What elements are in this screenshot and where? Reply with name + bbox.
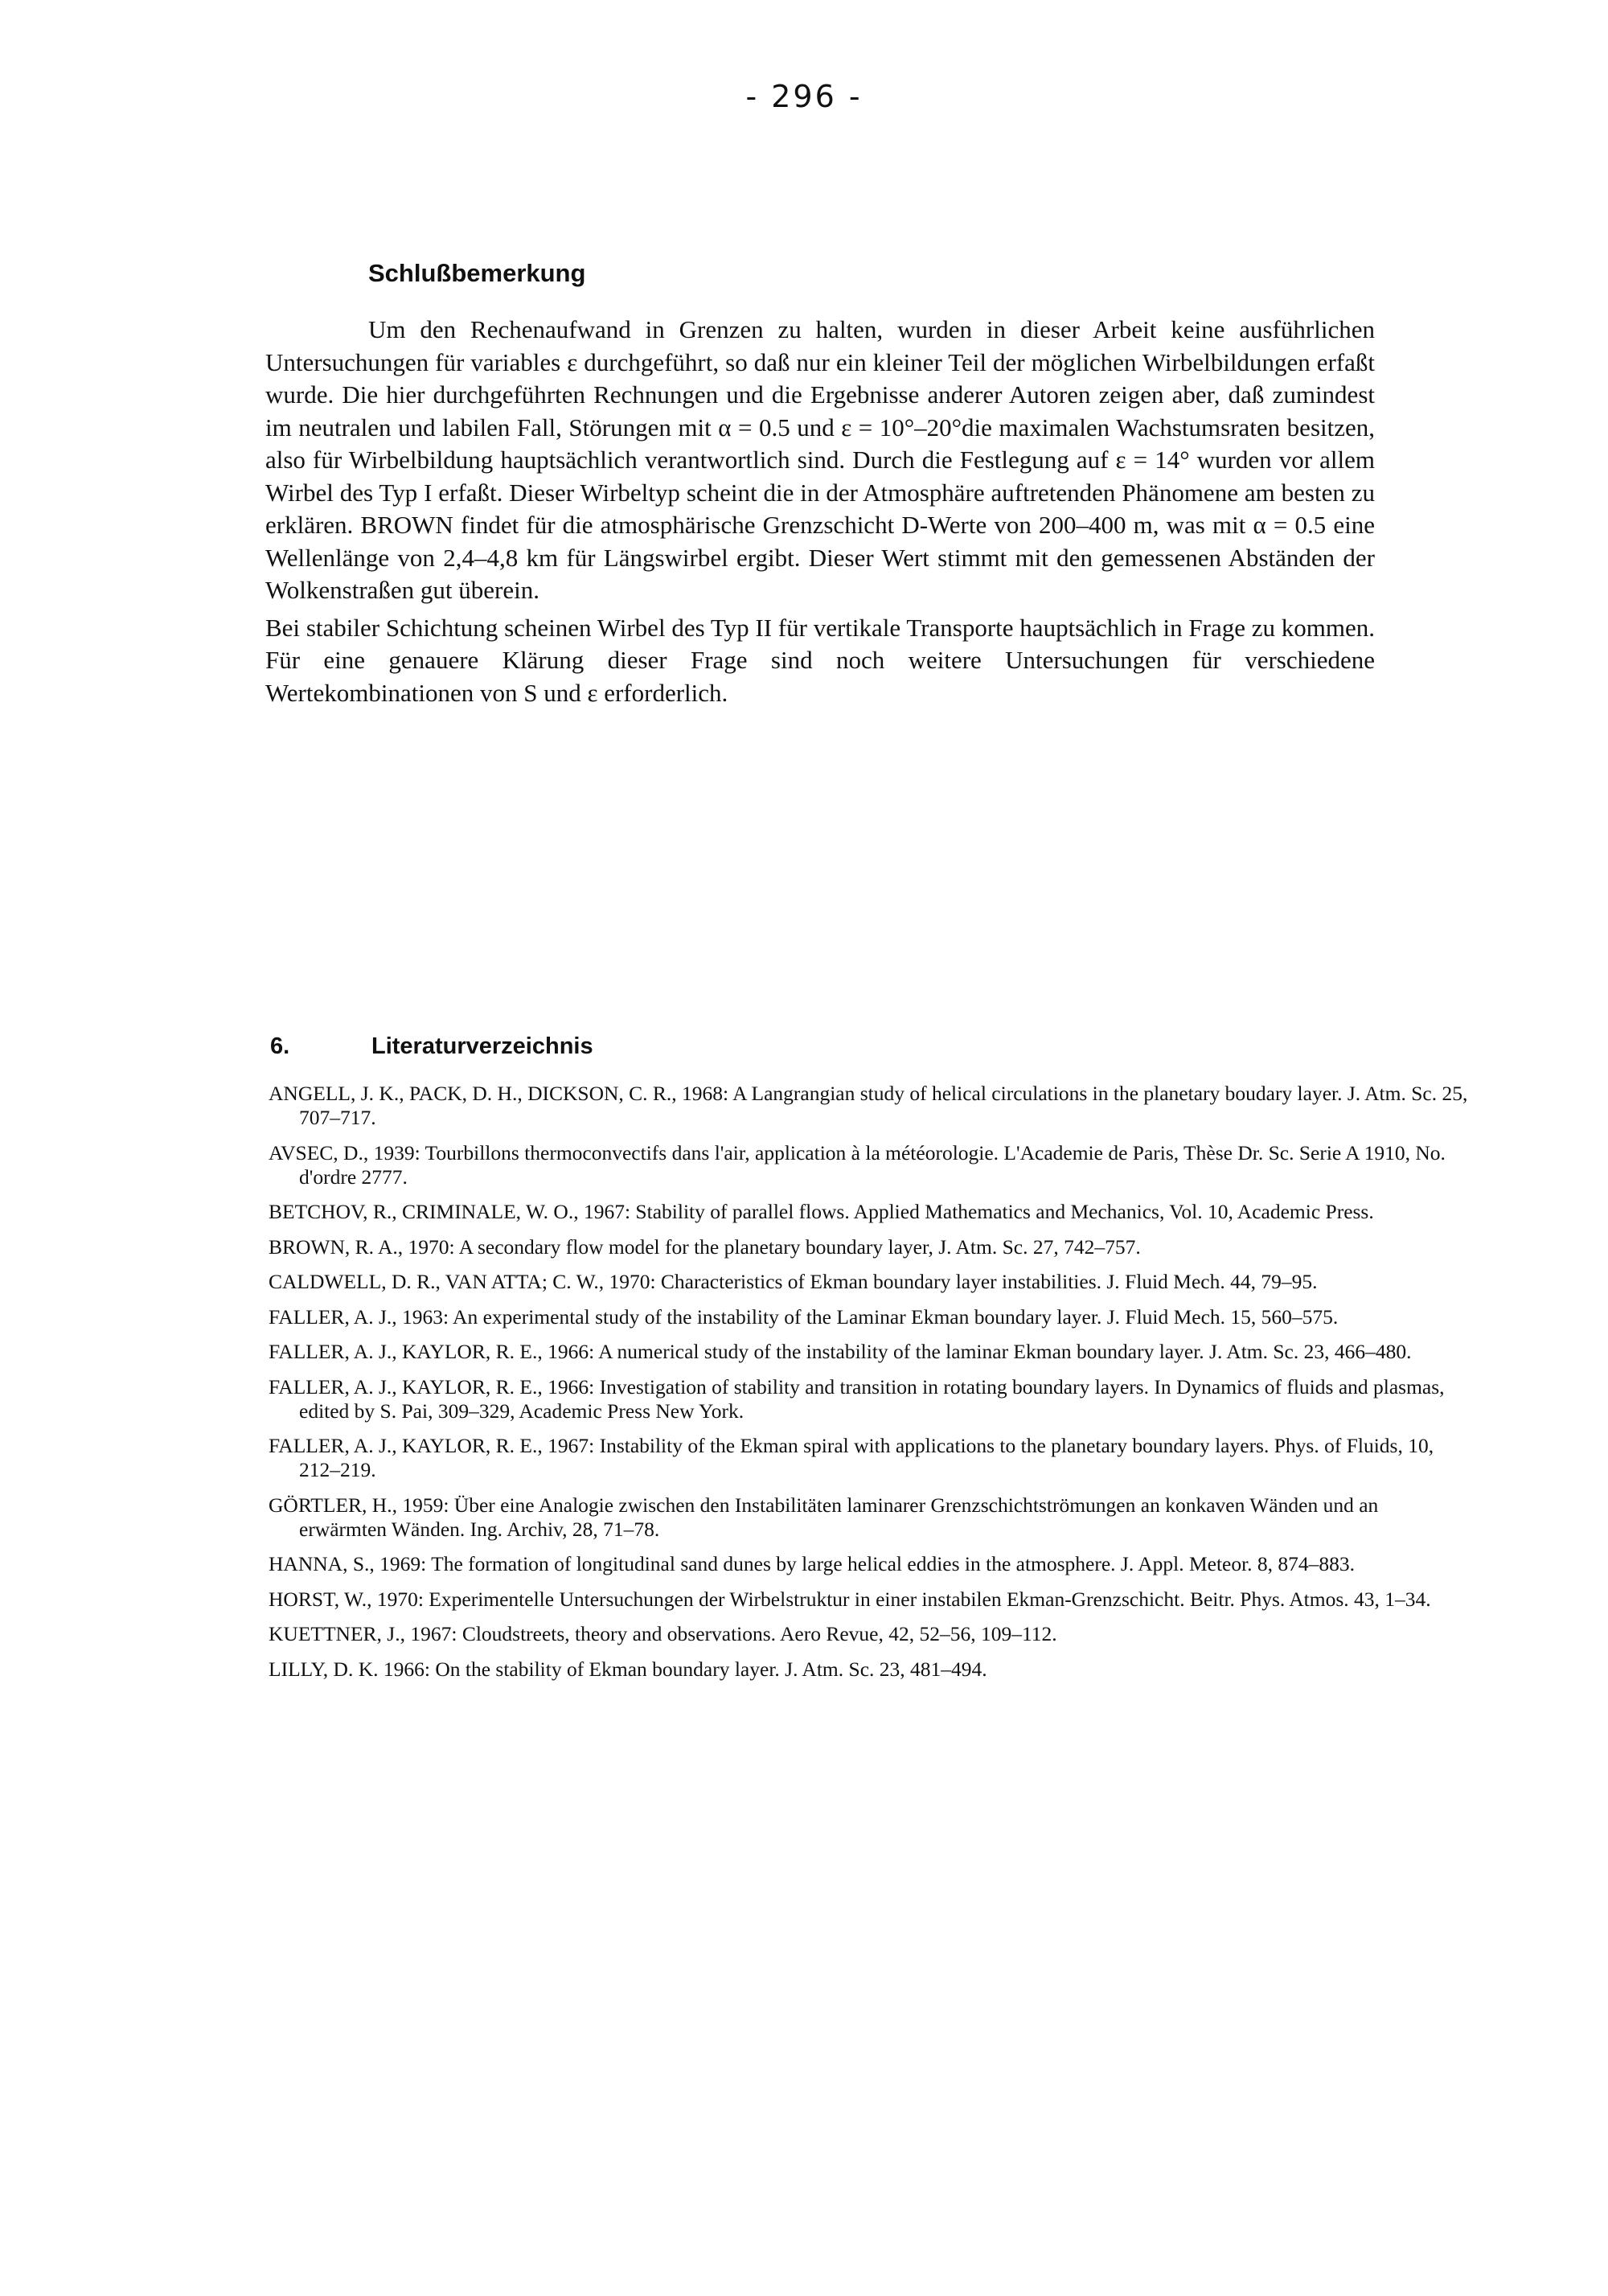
reference-item: FALLER, A. J., KAYLOR, R. E., 1966: Investigation of stability and transition in rotating boundary layers. In Dynamics of fluids and plasmas, edited by S. Pai, 309–329, Academic Press New York. bbox=[269, 1374, 1445, 1423]
references-heading bbox=[270, 1033, 593, 1060]
reference-item: CALDWELL, D. R., VAN ATTA; C. W., 1970: Characteristics of Ekman boundary layer instabilities. J. Fluid Mech. 44, 79–95. bbox=[269, 1270, 1318, 1293]
reference-item: AVSEC, D., 1939: Tourbillons thermoconvectifs dans l'air, application à la météorologie. L'Academie de Paris, Thèse Dr. Sc. Serie A 1910, No. d'ordre 2777. bbox=[269, 1140, 1446, 1189]
reference-item: KUETTNER, J., 1967: Cloudstreets, theory and observations. Aero Revue, 42, 52–56, 109–112. bbox=[269, 1622, 1057, 1645]
reference-item: FALLER, A. J., KAYLOR, R. E., 1966: A numerical study of the instability of the laminar Ekman boundary layer. J. Atm. Sc. 23, 466–480. bbox=[269, 1340, 1412, 1363]
reference-item: FALLER, A. J., KAYLOR, R. E., 1967: Instability of the Ekman spiral with applications to the planetary boundary layers. Phys. of Fluids, 10, 212–219. bbox=[269, 1434, 1434, 1481]
closing-paragraph-2: Bei stabiler Schichtung scheinen Wirbel des Typ II für vertikale Transporte hauptsächlich in Frage zu kommen. Für eine genauere Klärung dieser Frage sind noch weitere Untersuchungen für verschiedene Wertekombinationen von S und ε erforderlich. bbox=[265, 613, 1375, 707]
reference-item: FALLER, A. J., 1963: An experimental study of the instability of the Laminar Ekman boundary layer. J. Fluid Mech. 15, 560–575. bbox=[269, 1304, 1339, 1329]
reference-list bbox=[269, 1082, 1471, 1692]
closing-remarks-body bbox=[265, 314, 1375, 709]
page-number: - 296 - bbox=[745, 79, 863, 114]
section-title-closing-remarks: Schlußbemerkung bbox=[368, 259, 586, 287]
reference-item: HANNA, S., 1969: The formation of longitudinal sand dunes by large helical eddies in the atmosphere. J. Appl. Meteor. 8, 874–883. bbox=[269, 1552, 1356, 1575]
reference-item: LILLY, D. K. 1966: On the stability of Ekman boundary layer. J. Atm. Sc. 23, 481–494. bbox=[269, 1657, 987, 1681]
reference-item: HORST, W., 1970: Experimentelle Untersuchungen der Wirbelstruktur in einer instabilen Ekman-Grenzschicht. Beitr. Phys. Atmos. 43, 1–34. bbox=[269, 1587, 1431, 1611]
references-section-number: 6. bbox=[270, 1033, 290, 1059]
references-section-title: Literaturverzeichnis bbox=[371, 1033, 593, 1059]
reference-item: GÖRTLER, H., 1959: Über eine Analogie zwischen den Instabilitäten laminarer Grenzschichtströmungen an konkaven Wänden und an erwärmten Wänden. Ing. Archiv, 28, 71–78. bbox=[269, 1493, 1379, 1541]
reference-item: BROWN, R. A., 1970: A secondary flow model for the planetary boundary layer, J. Atm. Sc. 27, 742–757. bbox=[269, 1234, 1141, 1259]
reference-item: BETCHOV, R., CRIMINALE, W. O., 1967: Stability of parallel flows. Applied Mathematics and Mechanics, Vol. 10, Academic Press. bbox=[269, 1200, 1374, 1223]
reference-item: ANGELL, J. K., PACK, D. H., DICKSON, C. R., 1968: A Langrangian study of helical circulations in the planetary boudary layer. J. Atm. Sc. 25, 707–717. bbox=[269, 1082, 1468, 1129]
closing-paragraph-1: Um den Rechenaufwand in Grenzen zu halten, wurden in dieser Arbeit keine ausführlichen Untersuchungen für variables ε durchgeführt, so daß nur ein kleiner Teil der möglichen Wirbelbildungen erfaßt wurde. Die hier durchgeführten Rechnungen und die Ergebnisse anderer Autoren zeigen aber, daß zumindest im neutralen und labilen Fall, Störungen mit α = 0.5 und ε = 10°–20°die maximalen Wachstumsraten besitzen, also für Wirbelbildung hauptsächlich verantwortlich sind. Durch die Festlegung auf ε = 14° wurden vor allem Wirbel des Typ I erfaßt. Dieser Wirbeltyp scheint die in der Atmosphäre auftretenden Phänomene am besten zu erklären. BROWN findet für die atmosphärische Grenzschicht D-Werte von 200–400 m, was mit α = 0.5 eine Wellenlänge von 2,4–4,8 km für Längswirbel ergibt. Dieser Wert stimmt mit den gemessenen Abständen der Wolkenstraßen gut überein. bbox=[265, 315, 1375, 604]
